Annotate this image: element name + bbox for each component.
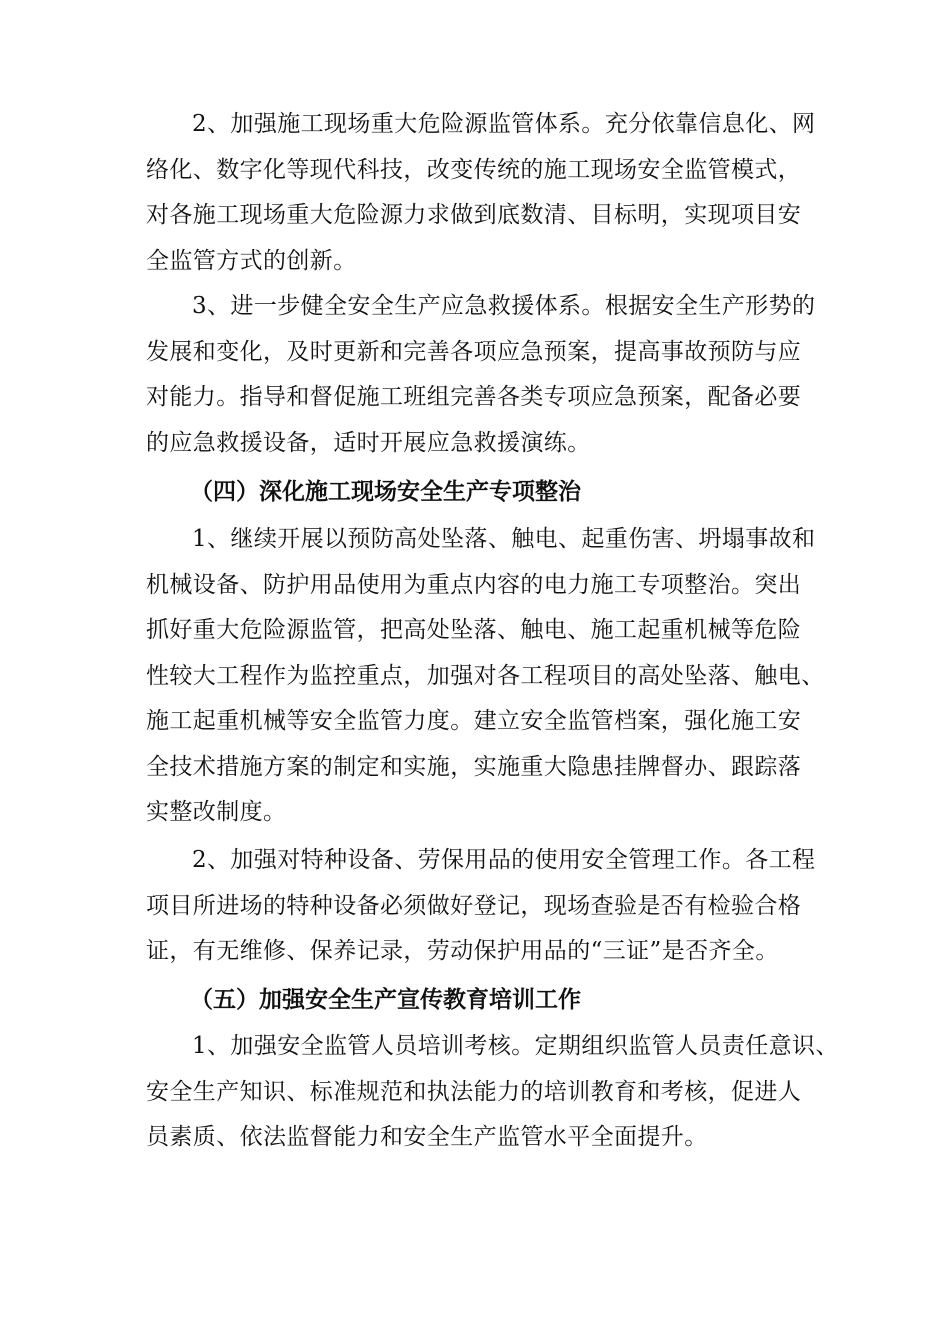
paragraph-special-equipment xyxy=(146,838,836,975)
section-heading-five: （五）加强安全生产宣传教育培训工作 xyxy=(190,987,581,1013)
paragraph-line: 项目所进场的特种设备必须做好登记，现场查验是否有检验合格 xyxy=(146,892,802,919)
paragraph-line: 员素质、依法监督能力和安全生产监管水平全面提升。 xyxy=(146,1124,708,1150)
paragraph-line: 性较大工程作为监控重点，加强对各工程项目的高处坠落、触电、 xyxy=(146,662,825,689)
paragraph-line: 全技术措施方案的制定和实施，实施重大隐患挂牌督办、跟踪落 xyxy=(146,753,802,780)
paragraph-special-rectification xyxy=(146,517,836,836)
paragraph-emergency-rescue xyxy=(146,284,836,466)
paragraph-line: 1、继续开展以预防高处坠落、触电、起重伤害、坍塌事故和 xyxy=(192,526,816,552)
section-heading-four: （四）深化施工现场安全生产专项整治 xyxy=(190,479,581,505)
paragraph-line: 实整改制度。 xyxy=(146,799,287,825)
paragraph-line: 全监管方式的创新。 xyxy=(146,247,357,274)
paragraph-personnel-training xyxy=(146,1024,839,1161)
paragraph-line: 发展和变化，及时更新和完善各项应急预案，提高事故预防与应 xyxy=(146,338,802,365)
paragraph-line: 对能力。指导和督促施工班组完善各类专项应急预案，配备必要 xyxy=(146,384,802,410)
paragraph-line: 抓好重大危险源监管，把高处坠落、触电、施工起重机械等危险 xyxy=(146,617,802,643)
paragraph-line: 1、加强安全监管人员培训考核。定期组织监管人员责任意识、 xyxy=(192,1033,839,1059)
paragraph-line: 的应急救援设备，适时开展应急救援演练。 xyxy=(146,429,591,456)
paragraph-line: 施工起重机械等安全监管力度。建立安全监管档案，强化施工安 xyxy=(146,708,802,734)
paragraph-line: 证，有无维修、保养记录，劳动保护用品的“三证”是否齐全。 xyxy=(146,938,779,964)
paragraph-line: 络化、数字化等现代科技，改变传统的施工现场安全监管模式， xyxy=(146,156,802,183)
paragraph-hazard-supervision xyxy=(146,102,836,284)
paragraph-line: 2、加强施工现场重大危险源监管体系。充分依靠信息化、网 xyxy=(192,111,816,137)
paragraph-line: 对各施工现场重大危险源力求做到底数清、目标明，实现项目安 xyxy=(146,202,802,228)
paragraph-line: 3、进一步健全安全生产应急救援体系。根据安全生产形势的 xyxy=(192,293,816,319)
paragraph-line: 2、加强对特种设备、劳保用品的使用安全管理工作。各工程 xyxy=(192,847,816,873)
paragraph-line: 安全生产知识、标准规范和执法能力的培训教育和考核，促进人 xyxy=(146,1078,802,1105)
paragraph-line: 机械设备、防护用品使用为重点内容的电力施工专项整治。突出 xyxy=(146,571,802,598)
